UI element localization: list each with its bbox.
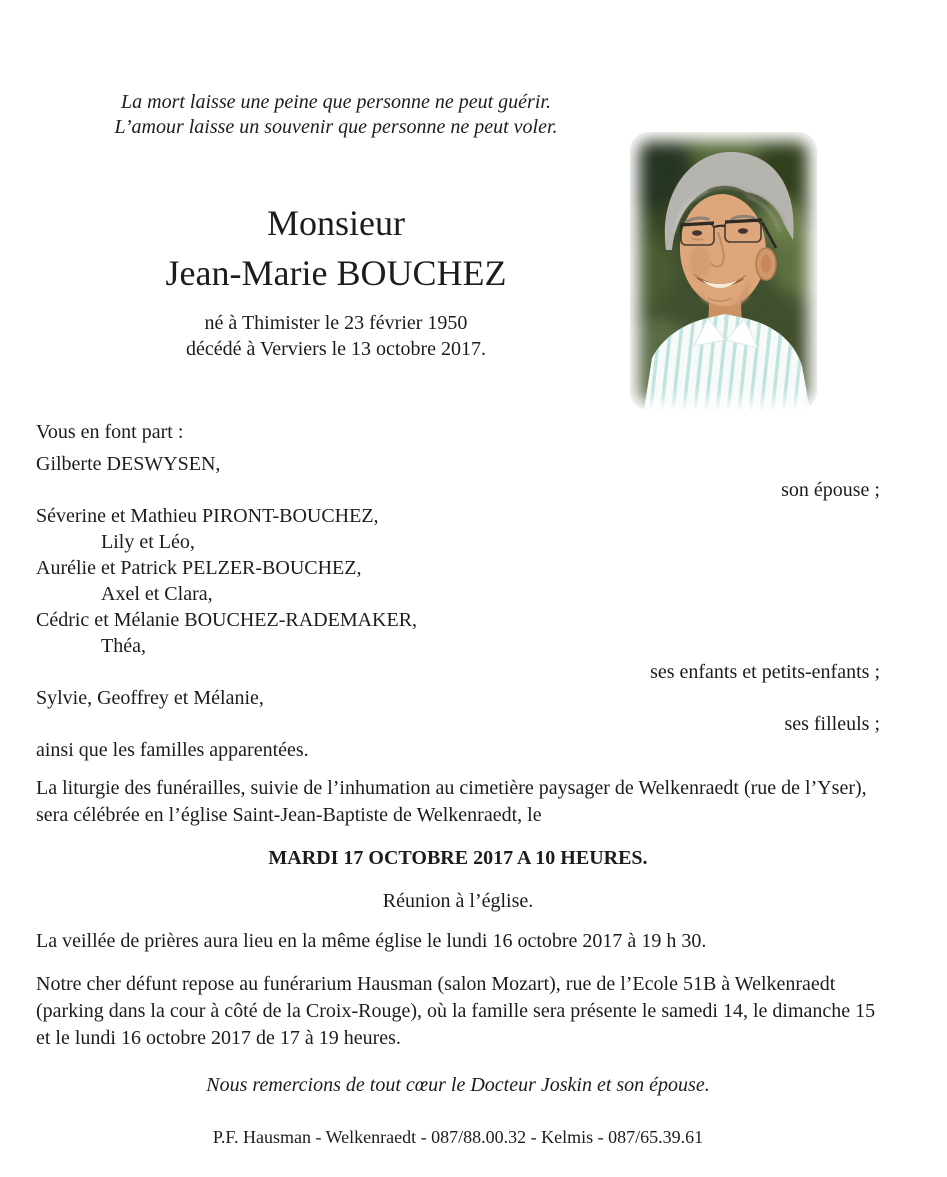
- grandchildren-row: Théa,: [101, 635, 146, 657]
- family-member-row: Gilberte DESWYSEN,: [36, 453, 221, 475]
- relationship-label: son épouse ;: [781, 479, 880, 501]
- grandchildren-row: Axel et Clara,: [101, 583, 213, 605]
- deceased-civility: Monsieur: [267, 203, 405, 243]
- family-member-row: Séverine et Mathieu PIRONT-BOUCHEZ,: [36, 505, 379, 527]
- memorial-quote-line-1: La mort laisse une peine que personne ne peut guérir.: [121, 91, 551, 113]
- deceased-title-block: [30, 198, 642, 362]
- memorial-quote: [30, 90, 642, 140]
- liturgy-paragraph: La liturgie des funérailles, suivie de l’inhumation au cimetière paysager de Welkenraedt (rue de l’Yser), sera célébrée en l’église Saint-Jean-Baptiste de Welkenraedt, le: [36, 777, 867, 826]
- family-member-row: Sylvie, Geoffrey et Mélanie,: [36, 687, 264, 709]
- repose-paragraph: Notre cher défunt repose au funérarium Hausman (salon Mozart), rue de l’Ecole 51B à Welkenraedt (parking dans la cour à côté de la Croix-Rouge), où la famille sera présente le samedi 14, le dimanche 15 et le lundi 16 octobre 2017 de 17 à 19 heures.: [36, 973, 876, 1049]
- ceremony-date-line: MARDI 17 OCTOBRE 2017 A 10 HEURES.: [268, 847, 648, 869]
- announcement-intro: Vous en font part :: [36, 421, 184, 443]
- portrait-illustration: [630, 132, 817, 410]
- relationship-label: ses enfants et petits-enfants ;: [650, 661, 880, 683]
- relationship-label: ses filleuls ;: [784, 713, 880, 735]
- birth-line: né à Thimister le 23 février 1950: [204, 312, 468, 334]
- portrait-photo: [630, 132, 817, 410]
- announcement-body: [36, 419, 880, 1149]
- grandchildren-row: Lily et Léo,: [101, 531, 195, 553]
- funeral-home-footer: P.F. Hausman - Welkenraedt - 087/88.00.32 - Kelmis - 087/65.39.61: [212, 1127, 704, 1147]
- memorial-quote-line-2: L’amour laisse un souvenir que personne ne peut voler.: [114, 116, 558, 138]
- vigil-line: La veillée de prières aura lieu en la même église le lundi 16 octobre 2017 à 19 h 30.: [36, 930, 707, 952]
- meeting-line: Réunion à l’église.: [382, 890, 534, 912]
- family-member-row: Cédric et Mélanie BOUCHEZ-RADEMAKER,: [36, 609, 418, 631]
- death-line: décédé à Verviers le 13 octobre 2017.: [185, 338, 487, 360]
- thanks-line: Nous remercions de tout cœur le Docteur Joskin et son épouse.: [206, 1074, 710, 1096]
- related-families-row: ainsi que les familles apparentées.: [36, 739, 309, 761]
- family-member-row: Aurélie et Patrick PELZER-BOUCHEZ,: [36, 557, 362, 579]
- deceased-name: Jean-Marie BOUCHEZ: [165, 253, 507, 293]
